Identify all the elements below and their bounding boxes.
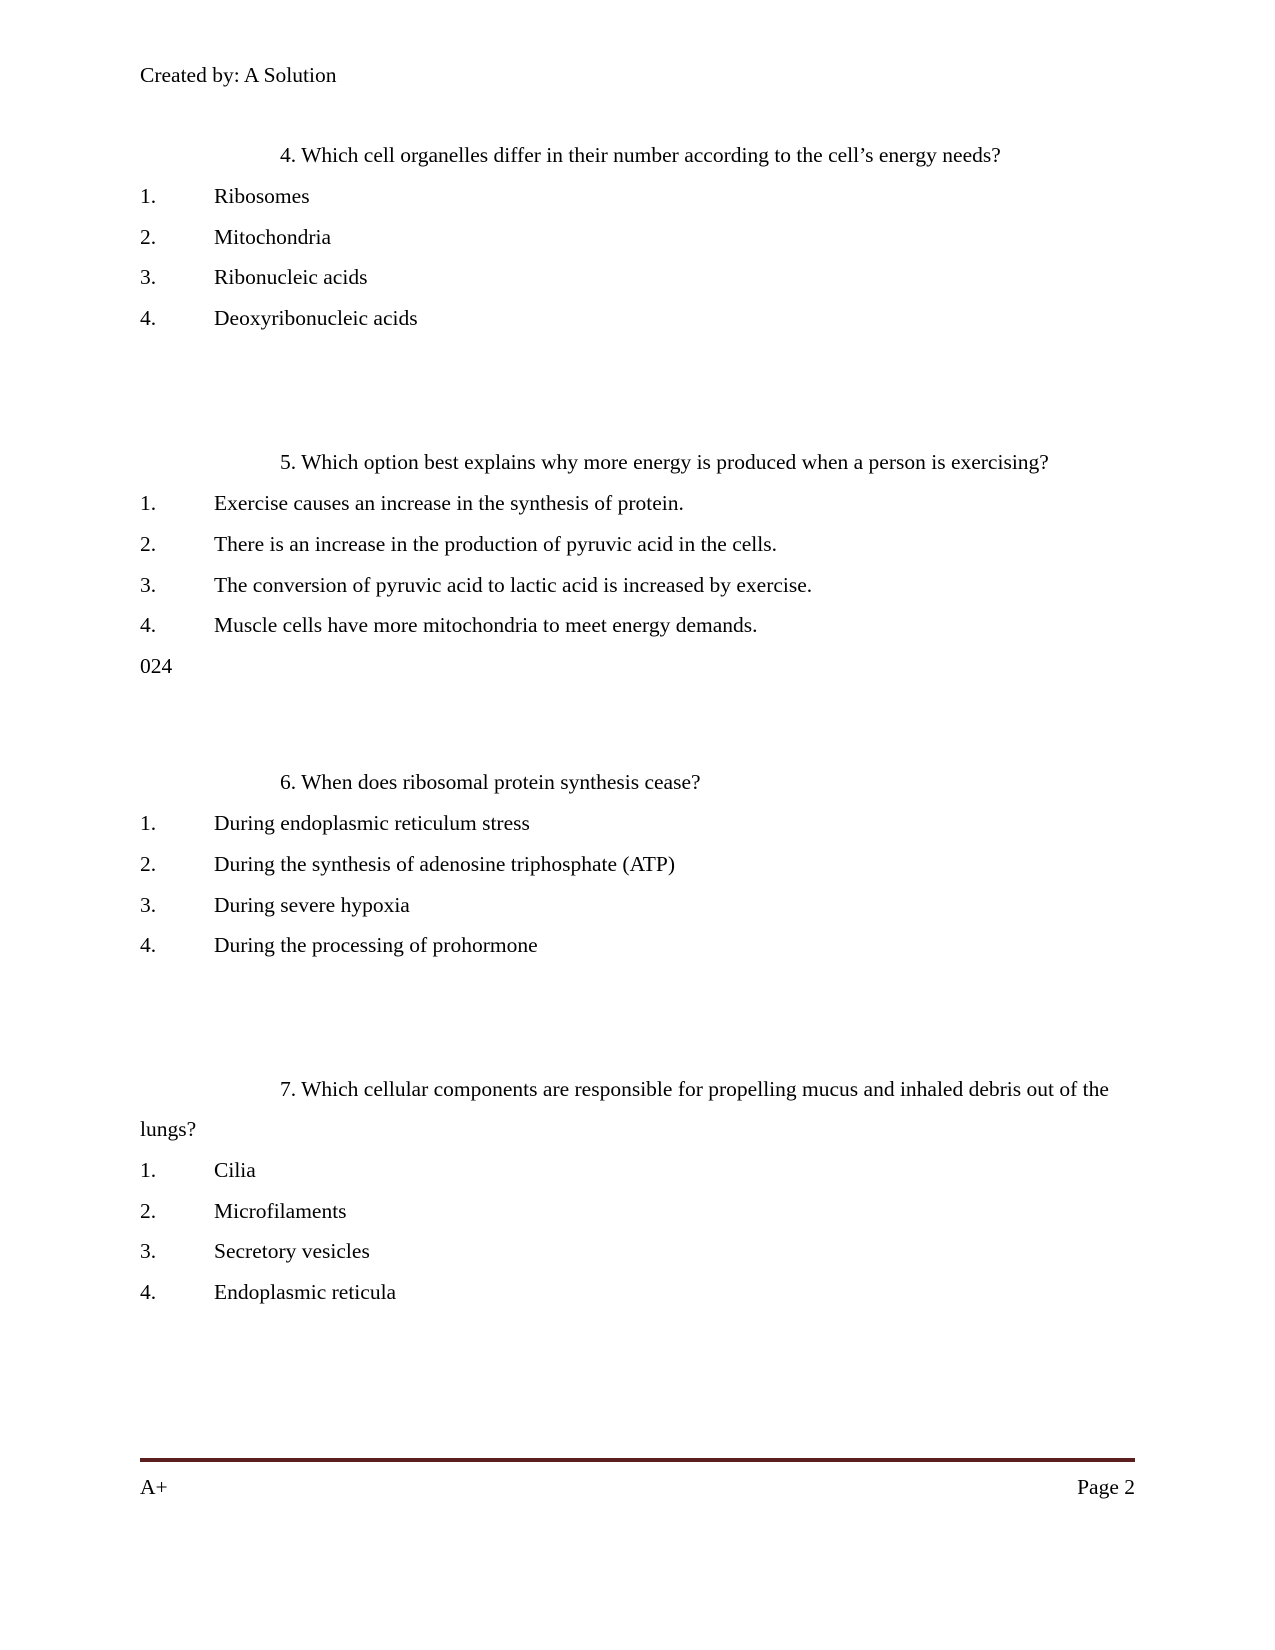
stray-code: 024 [140, 654, 173, 679]
option-number: 3. [140, 572, 157, 597]
option-item[interactable] [140, 803, 1135, 844]
question-block-5 [140, 443, 1135, 687]
option-text: Ribosomes [214, 183, 310, 208]
option-number: 4. [140, 613, 157, 638]
option-number: 2. [140, 531, 157, 556]
option-number: 3. [140, 1239, 157, 1264]
option-item[interactable] [140, 1272, 1135, 1313]
option-text: Secretory vesicles [214, 1239, 370, 1264]
option-number: 2. [140, 224, 157, 249]
option-text: During the processing of prohormone [214, 933, 538, 958]
option-item[interactable] [140, 1231, 1135, 1272]
option-list [140, 483, 1135, 646]
option-number: 2. [140, 1198, 157, 1223]
page-footer [140, 1458, 1135, 1502]
footer-row [140, 1472, 1135, 1502]
question-block-4 [140, 136, 1135, 339]
option-item[interactable] [140, 844, 1135, 885]
option-number: 4. [140, 306, 157, 331]
option-item[interactable] [140, 925, 1135, 966]
option-item[interactable] [140, 1191, 1135, 1232]
option-item[interactable] [140, 605, 1135, 646]
option-item[interactable] [140, 217, 1135, 258]
option-text: The conversion of pyruvic acid to lactic acid is increased by exercise. [214, 572, 813, 597]
option-number: 4. [140, 1280, 157, 1305]
option-list [140, 1150, 1135, 1313]
option-list [140, 176, 1135, 339]
footer-left-text: A+ [140, 1474, 168, 1499]
option-list [140, 803, 1135, 966]
footer-page-number: Page 2 [1077, 1474, 1135, 1499]
option-text: Microfilaments [214, 1198, 347, 1223]
option-number: 2. [140, 851, 157, 876]
option-number: 4. [140, 933, 157, 958]
option-item[interactable] [140, 483, 1135, 524]
question-block-7 [140, 1070, 1135, 1313]
question-stem: 5. Which option best explains why more energy is produced when a person is exercising? [280, 450, 1049, 475]
option-item[interactable] [140, 176, 1135, 217]
option-number: 3. [140, 265, 157, 290]
block-spacer [140, 339, 1135, 397]
option-item[interactable] [140, 298, 1135, 339]
option-text: During severe hypoxia [214, 892, 410, 917]
option-number: 1. [140, 810, 157, 835]
question-stem: 7. Which cellular components are responsible for propelling mucus and inhaled debris out of the lungs? [140, 1077, 1109, 1141]
option-number: 1. [140, 490, 157, 515]
option-text: During endoplasmic reticulum stress [214, 810, 530, 835]
option-text: Cilia [214, 1157, 256, 1182]
document-header: Created by: A Solution [140, 63, 337, 87]
option-text: Muscle cells have more mitochondria to meet energy demands. [214, 613, 758, 638]
option-text: Ribonucleic acids [214, 265, 368, 290]
option-item[interactable] [140, 257, 1135, 298]
footer-divider [140, 1458, 1135, 1462]
option-text: Mitochondria [214, 224, 332, 249]
option-text: Endoplasmic reticula [214, 1280, 397, 1305]
option-number: 1. [140, 1157, 157, 1182]
option-number: 3. [140, 892, 157, 917]
option-number: 1. [140, 183, 157, 208]
question-stem: 4. Which cell organelles differ in their number according to the cell’s energy needs? [280, 142, 1001, 167]
block-spacer [140, 687, 1135, 717]
option-item[interactable] [140, 885, 1135, 926]
block-spacer [140, 966, 1135, 1024]
option-text: There is an increase in the production of pyruvic acid in the cells. [214, 531, 777, 556]
option-item[interactable] [140, 565, 1135, 606]
option-text: Exercise causes an increase in the synthesis of protein. [214, 490, 684, 515]
question-stem: 6. When does ribosomal protein synthesis cease? [280, 770, 701, 795]
option-item[interactable] [140, 1150, 1135, 1191]
option-text: During the synthesis of adenosine triphosphate (ATP) [214, 851, 675, 876]
option-item[interactable] [140, 524, 1135, 565]
question-block-6 [140, 763, 1135, 966]
option-text: Deoxyribonucleic acids [214, 306, 418, 331]
